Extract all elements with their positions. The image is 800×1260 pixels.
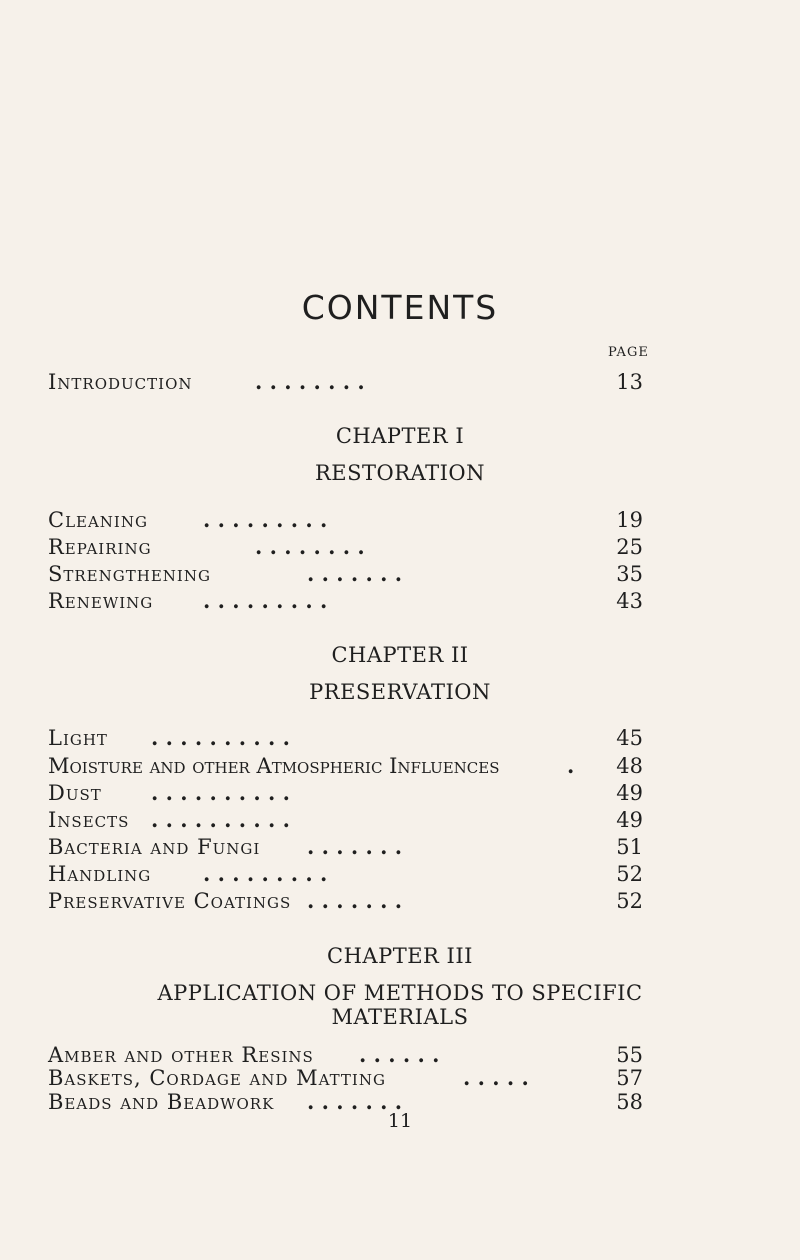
toc-entry-title: Introduction bbox=[48, 370, 193, 394]
toc-entry-introduction bbox=[48, 367, 643, 397]
page-title: CONTENTS bbox=[301, 288, 499, 327]
toc-entry-title: Repairing bbox=[48, 535, 152, 559]
toc-entry-page: 35 bbox=[616, 562, 643, 586]
dot-leader: . . . . . . . bbox=[307, 834, 403, 859]
toc-entry-title: Strengthening bbox=[48, 562, 211, 586]
dot-leader: . . . . . bbox=[463, 1065, 529, 1090]
dot-leader: . . . . . . . bbox=[307, 1089, 403, 1114]
toc-entry-title: Moisture and other Atmospheric Influences bbox=[48, 754, 500, 778]
dot-leader: . . . . . . . . . . bbox=[151, 725, 290, 750]
toc-entry bbox=[48, 832, 643, 862]
dot-leader: . . . . . . . bbox=[307, 561, 403, 586]
toc-entry bbox=[48, 505, 643, 535]
page-column-label: PAGE bbox=[608, 345, 649, 360]
toc-entry-page: 49 bbox=[616, 781, 643, 805]
toc-entry-title: Handling bbox=[48, 862, 152, 886]
dot-leader: . . . . . . . . . bbox=[203, 861, 328, 886]
toc-entry-page: 52 bbox=[616, 889, 643, 913]
toc-entry-page: 19 bbox=[616, 508, 643, 532]
dot-leader: . bbox=[567, 753, 575, 778]
dot-leader: . . . . . . . . . . bbox=[151, 780, 290, 805]
toc-entry-page: 52 bbox=[616, 862, 643, 886]
toc-entry-title: Amber and other Resins bbox=[48, 1043, 314, 1067]
toc-entry bbox=[48, 586, 643, 616]
toc-entry bbox=[48, 778, 643, 808]
toc-entry bbox=[48, 532, 643, 562]
chapter-heading: CHAPTER II bbox=[331, 643, 469, 667]
toc-entry-title: Beads and Beadwork bbox=[48, 1090, 275, 1114]
section-heading: APPLICATION OF METHODS TO SPECIFIC bbox=[157, 981, 643, 1005]
page-number: 11 bbox=[387, 1110, 413, 1132]
toc-entry-title: Dust bbox=[48, 781, 102, 805]
toc-entry-page: 58 bbox=[616, 1090, 643, 1114]
toc-entry-page: 57 bbox=[616, 1066, 643, 1090]
toc-entry-title: Preservative Coatings bbox=[48, 889, 292, 913]
chapter-heading: CHAPTER III bbox=[327, 944, 473, 968]
dot-leader: . . . . . . . . bbox=[255, 369, 365, 394]
toc-entry-title: Bacteria and Fungi bbox=[48, 835, 261, 859]
toc-entry-page: 48 bbox=[616, 754, 643, 778]
toc-entry-page: 49 bbox=[616, 808, 643, 832]
dot-leader: . . . . . . . . . bbox=[203, 588, 328, 613]
toc-entry-page: 45 bbox=[616, 726, 643, 750]
toc-entry-title: Insects bbox=[48, 808, 130, 832]
toc-entry-title: Baskets, Cordage and Matting bbox=[48, 1066, 386, 1090]
toc-entry bbox=[48, 559, 643, 589]
toc-entry-page: 51 bbox=[616, 835, 643, 859]
toc-entry-title: Cleaning bbox=[48, 508, 148, 532]
dot-leader: . . . . . . bbox=[359, 1042, 440, 1067]
dot-leader: . . . . . . . . . . bbox=[151, 807, 290, 832]
section-heading: RESTORATION bbox=[315, 461, 485, 485]
toc-entry bbox=[48, 751, 643, 781]
toc-entry-page: 25 bbox=[616, 535, 643, 559]
toc-entry bbox=[48, 723, 643, 753]
section-heading-line-2: MATERIALS bbox=[331, 1005, 469, 1029]
toc-entry-page: 55 bbox=[616, 1043, 643, 1067]
toc-entry bbox=[48, 859, 643, 889]
chapter-heading: CHAPTER I bbox=[335, 424, 465, 448]
dot-leader: . . . . . . . . bbox=[255, 534, 365, 559]
dot-leader: . . . . . . . . . bbox=[203, 507, 328, 532]
toc-entry bbox=[48, 886, 643, 916]
section-heading: PRESERVATION bbox=[309, 680, 491, 704]
toc-entry-title: Renewing bbox=[48, 589, 154, 613]
dot-leader: . . . . . . . bbox=[307, 888, 403, 913]
toc-entry-page: 13 bbox=[616, 370, 643, 394]
toc-entry-page: 43 bbox=[616, 589, 643, 613]
toc-entry bbox=[48, 805, 643, 835]
toc-entry-title: Light bbox=[48, 726, 108, 750]
